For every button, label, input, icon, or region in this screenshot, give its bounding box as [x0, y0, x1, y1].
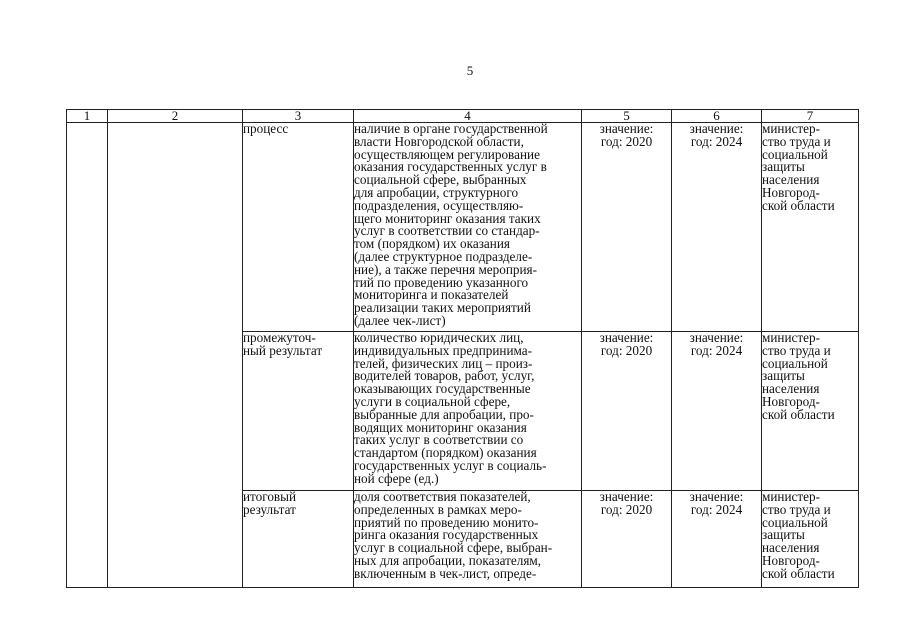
- target-value-cell: значение: год: 2024: [672, 332, 762, 491]
- responsible-cell: министер- ство труда и социальной защиты населения Новгород- ской области: [762, 491, 859, 588]
- responsible-cell: министер- ство труда и социальной защиты населения Новгород- ской области: [762, 123, 859, 332]
- base-value-cell: значение: год: 2020: [582, 123, 672, 332]
- column-header-1: 1: [67, 110, 108, 123]
- page-number: 5: [466, 63, 474, 78]
- cell-col-2: [108, 123, 243, 588]
- column-header-3: 3: [243, 110, 354, 123]
- column-header-6: 6: [672, 110, 762, 123]
- base-value-cell: значение: год: 2020: [582, 491, 672, 588]
- column-header-2: 2: [108, 110, 243, 123]
- cell-col-1: [67, 123, 108, 588]
- table-row: [67, 123, 859, 332]
- stage-cell: промежуточ- ный результат: [243, 332, 354, 491]
- column-header-4: 4: [354, 110, 582, 123]
- responsible-cell: министер- ство труда и социальной защиты населения Новгород- ской области: [762, 332, 859, 491]
- stage-cell: процесс: [243, 123, 354, 332]
- column-header-7: 7: [762, 110, 859, 123]
- target-value-cell: значение: год: 2024: [672, 123, 762, 332]
- target-value-cell: значение: год: 2024: [672, 491, 762, 588]
- indicator-cell: наличие в органе государственной власти Новгородской области, осуществляющем регулирование оказания государственных услуг в социальной сфере, выбранных для апробации, структурного подразделения, осуществляю- щего мониторинг оказания таких услуг в соответствии со стандар- том (порядком) их оказания (далее структурное подразделе- ние), а также перечня мероприя- тий по проведению указанного мониторинга и показателей реализации таких мероприятий (далее чек-лист): [354, 123, 582, 332]
- indicator-cell: количество юридических лиц, индивидуальных предпринима- телей, физических лиц – произ- водителей товаров, работ, услуг, оказывающих государственные услуги в социальной сфере, выбранные для апробации, про- водящих мониторинг оказания таких услуг в соответствии со стандартом (порядком) оказания государственных услуг в социаль- ной сфере (ед.): [354, 332, 582, 491]
- base-value-cell: значение: год: 2020: [582, 332, 672, 491]
- column-header-5: 5: [582, 110, 672, 123]
- indicator-cell: доля соответствия показателей, определенных в рамках меро- приятий по проведению монито- ринга оказания государственных услуг в социальной сфере, выбран- ных для апробации, показателям, включенным в чек-лист, опреде-: [354, 491, 582, 588]
- indicators-table: [66, 109, 859, 588]
- stage-cell: итоговый результат: [243, 491, 354, 588]
